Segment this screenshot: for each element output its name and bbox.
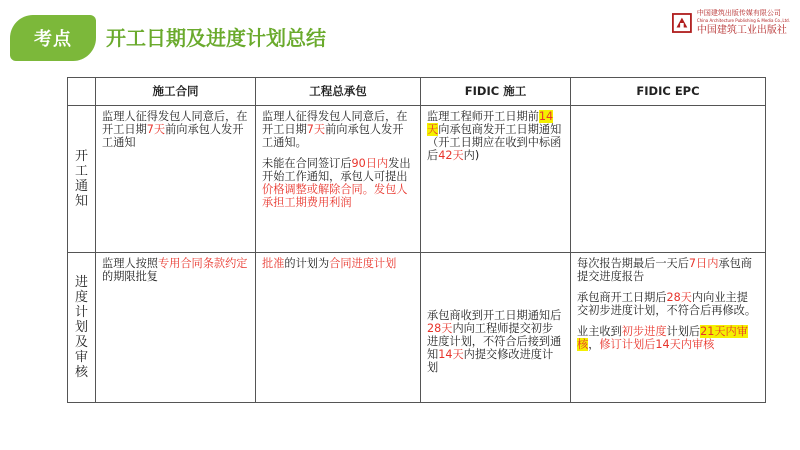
row-label-schedule: 进 度 计 划 及 审 核	[68, 253, 96, 403]
logo-english-name: China Architecture Publishing & Media Co.,Ltd.	[696, 18, 790, 23]
summary-table	[67, 77, 766, 403]
cell-schedule-fidic-epc: 每次报告期最后一天后7日内承包商提交进度报告 承包商开工日期后28天内向业主提交初步进度计划，不符合后再修改。 业主收到初步进度计划后21天内审核，修订计划后14天内审核	[571, 253, 766, 403]
header-fidic-epc: FIDIC EPC	[571, 78, 766, 106]
cell-schedule-epc: 批准的计划为合同进度计划	[256, 253, 421, 403]
cell-commencement-epc: 监理人征得发包人同意后，在开工日期7天前向承包人发开工通知。 未能在合同签订后90日内发出开始工作通知，承包人可提出价格调整或解除合同。发包人承担工期费用利润	[256, 106, 421, 253]
logo-company-name: 中国建筑出版传媒有限公司	[696, 9, 781, 17]
table-row-schedule	[68, 253, 766, 403]
table-header-row	[68, 78, 766, 106]
topic-badge: 考点	[10, 15, 96, 61]
table-row-commencement	[68, 106, 766, 253]
cell-commencement-fidic-epc	[571, 106, 766, 253]
cell-commencement-fidic-construction: 监理工程师开工日期前14天向承包商发开工日期通知（开工日期应在收到中标函后42天内)	[421, 106, 571, 253]
page-title: 开工日期及进度计划总结	[106, 26, 326, 50]
publisher-logo-icon	[672, 12, 692, 34]
cell-schedule-fidic-construction: 承包商收到开工日期通知后28天内向工程师提交初步进度计划，不符合后接到通知14天内提交修改进度计划	[421, 253, 571, 403]
row-label-commencement: 开 工 通 知	[68, 106, 96, 253]
cell-schedule-construction: 监理人按照专用合同条款约定的期限批复	[96, 253, 256, 403]
header-epc-contract: 工程总承包	[256, 78, 421, 106]
logo-calligraphy: 中国建筑工业出版社	[696, 25, 787, 36]
header-empty	[68, 78, 96, 106]
header-construction-contract: 施工合同	[96, 78, 256, 106]
publisher-logo	[672, 6, 790, 40]
cell-commencement-construction: 监理人征得发包人同意后，在开工日期7天前向承包人发开工通知	[96, 106, 256, 253]
header-fidic-construction: FIDIC 施工	[421, 78, 571, 106]
